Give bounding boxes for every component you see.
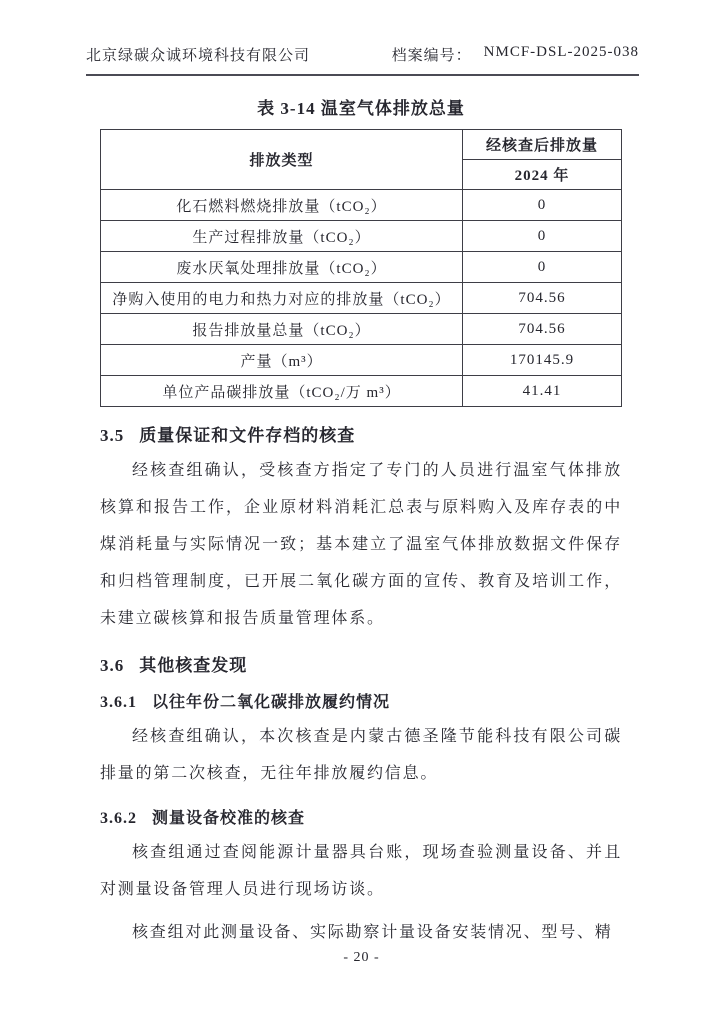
- file-number-value: NMCF-DSL-2025-038: [483, 44, 639, 60]
- table-header-year: 2024 年: [463, 160, 622, 190]
- paragraph: 经核查组确认，本次核查是内蒙古德圣隆节能科技有限公司碳排量的第二次核查，无往年排放履约信息。: [100, 728, 622, 782]
- paragraph: 核查组通过查阅能源计量器具台账，现场查验测量设备、并且对测量设备管理人员进行现场访谈。: [100, 844, 622, 898]
- table-row: [101, 190, 622, 221]
- page-number: - 20 -: [343, 950, 380, 965]
- table-row: [101, 252, 622, 283]
- table-header-verified-emissions: 经核查后排放量: [463, 130, 622, 160]
- section-heading-3-5: [100, 421, 622, 446]
- table-row: [101, 221, 622, 252]
- row-label: 产量（m³）: [101, 345, 463, 376]
- body-text: [100, 421, 622, 951]
- company-name: 北京绿碳众诚环境科技有限公司: [86, 48, 311, 64]
- file-number-group: [392, 44, 639, 65]
- section-title: 质量保证和文件存档的核查: [139, 426, 356, 445]
- row-value: 170145.9: [463, 345, 622, 376]
- file-number-label: 档案编号：: [391, 48, 472, 64]
- paragraph: 核查组对此测量设备、实际勘察计量设备安装情况、型号、精: [132, 924, 613, 941]
- table-header-row-1: [101, 130, 622, 160]
- paragraph: 经核查组确认，受核查方指定了专门的人员进行温室气体排放核算和报告工作，企业原材料消耗汇总表与原料购入及库存表的中煤消耗量与实际情况一致；基本建立了温室气体排放数据文件保存和归档管理制度，已开展二氧化碳方面的宣传、教育及培训工作，未建立碳核算和报告质量管理体系。: [100, 462, 622, 627]
- table-row: [101, 376, 622, 407]
- row-value: 41.41: [463, 376, 622, 407]
- row-value: 0: [463, 252, 622, 283]
- section-number: 3.5: [100, 426, 125, 445]
- section-number: 3.6: [100, 656, 125, 675]
- section-title: 以往年份二氧化碳排放履约情况: [152, 694, 391, 711]
- document-header: [86, 44, 639, 76]
- section-number: 3.6.2: [100, 810, 137, 827]
- row-value: 0: [463, 221, 622, 252]
- row-value: 704.56: [463, 314, 622, 345]
- table-row: [101, 314, 622, 345]
- page-content: [100, 86, 622, 951]
- row-label: 废水厌氧处理排放量（tCO₂）: [101, 252, 463, 283]
- row-label: 生产过程排放量（tCO₂）: [101, 221, 463, 252]
- section-number: 3.6.1: [100, 694, 137, 711]
- emissions-table: [100, 129, 622, 407]
- section-title: 其他核查发现: [139, 656, 248, 675]
- row-value: 0: [463, 190, 622, 221]
- table-caption: 表 3-14 温室气体排放总量: [257, 99, 465, 118]
- row-value: 704.56: [463, 283, 622, 314]
- table-header-emission-type: 排放类型: [101, 130, 463, 190]
- row-label: 单位产品碳排放量（tCO₂/万 m³）: [101, 376, 463, 407]
- section-heading-3-6: [100, 651, 622, 676]
- section-title: 测量设备校准的核查: [152, 810, 306, 827]
- section-heading-3-6-1: [100, 689, 622, 712]
- row-label: 报告排放量总量（tCO₂）: [101, 314, 463, 345]
- table-row: [101, 283, 622, 314]
- table-row: [101, 345, 622, 376]
- section-heading-3-6-2: [100, 805, 622, 828]
- row-label: 净购入使用的电力和热力对应的排放量（tCO₂）: [101, 283, 463, 314]
- row-label: 化石燃料燃烧排放量（tCO₂）: [101, 190, 463, 221]
